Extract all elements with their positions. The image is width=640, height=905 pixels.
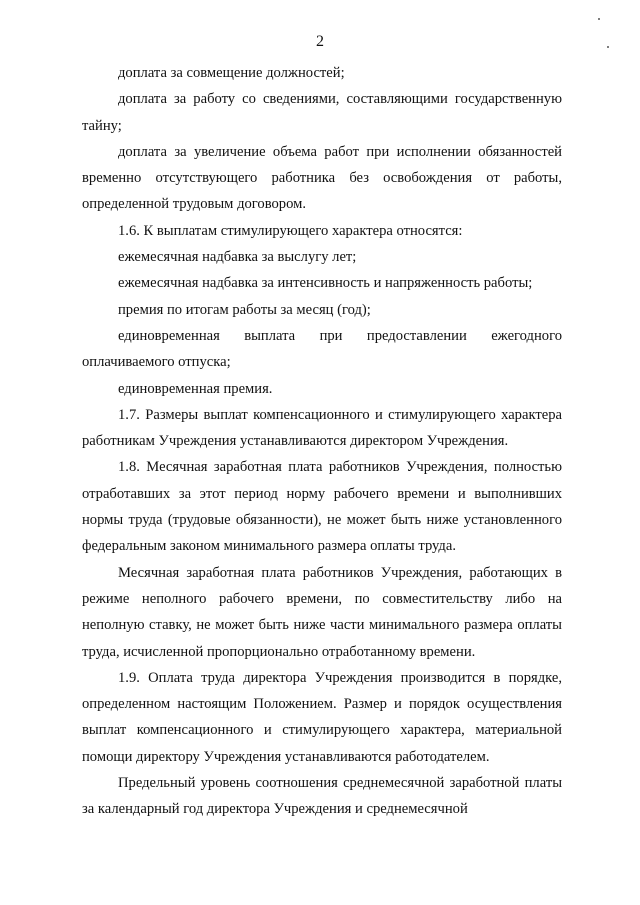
scan-speck <box>598 18 600 20</box>
paragraph-14: Предельный уровень соотношения среднемесячной заработной платы за календарный год директора Учреждения и среднемесячной <box>82 775 562 818</box>
paragraph-5: ежемесячная надбавка за выслугу лет; <box>118 249 357 266</box>
paragraph-11: 1.8. Месячная заработная плата работников Учреждения, полностью отработавших за этот период норму рабочего времени и выполнивших нормы труда (трудовые обязанности), не может быть ниже установленного федеральным законом минимального размера оплаты труда. <box>82 459 562 555</box>
paragraph-10: 1.7. Размеры выплат компенсационного и стимулирующего характера работникам Учреждения устанавливаются директором Учреждения. <box>82 406 562 450</box>
page-number: 2 <box>316 33 324 50</box>
paragraph-7: премия по итогам работы за месяц (год); <box>118 301 371 318</box>
paragraph-13: 1.9. Оплата труда директора Учреждения производится в порядке, определенном настоящим Положением. Размер и порядок осуществления выплат компенсационного и стимулирующего характера, материальной помощи директору Учреждения устанавливаются работодателем. <box>82 669 562 765</box>
paragraph-3: доплата за увеличение объема работ при исполнении обязанностей временно отсутствующего работника без освобождения от работы, определенной трудовым договором. <box>82 143 562 213</box>
paragraph-9: единовременная премия. <box>118 380 273 397</box>
paragraph-2: доплата за работу со сведениями, составляющими государственную тайну; <box>82 91 562 134</box>
scan-speck <box>607 46 609 48</box>
paragraph-12: Месячная заработная плата работников Учреждения, работающих в режиме неполного рабочего времени, по совместительству либо на неполную ставку, не может быть ниже части минимального размера оплаты труда, исчисленной пропорционально отработанному времени. <box>82 564 562 660</box>
paragraph-1: доплата за совмещение должностей; <box>118 65 345 81</box>
paragraph-4: 1.6. К выплатам стимулирующего характера относятся: <box>118 222 463 239</box>
paragraph-6: ежемесячная надбавка за интенсивность и напряженность работы; <box>118 275 533 292</box>
paragraph-8: единовременная выплата при предоставлении ежегодного оплачиваемого отпуска; <box>82 327 562 371</box>
page-body <box>82 60 562 823</box>
